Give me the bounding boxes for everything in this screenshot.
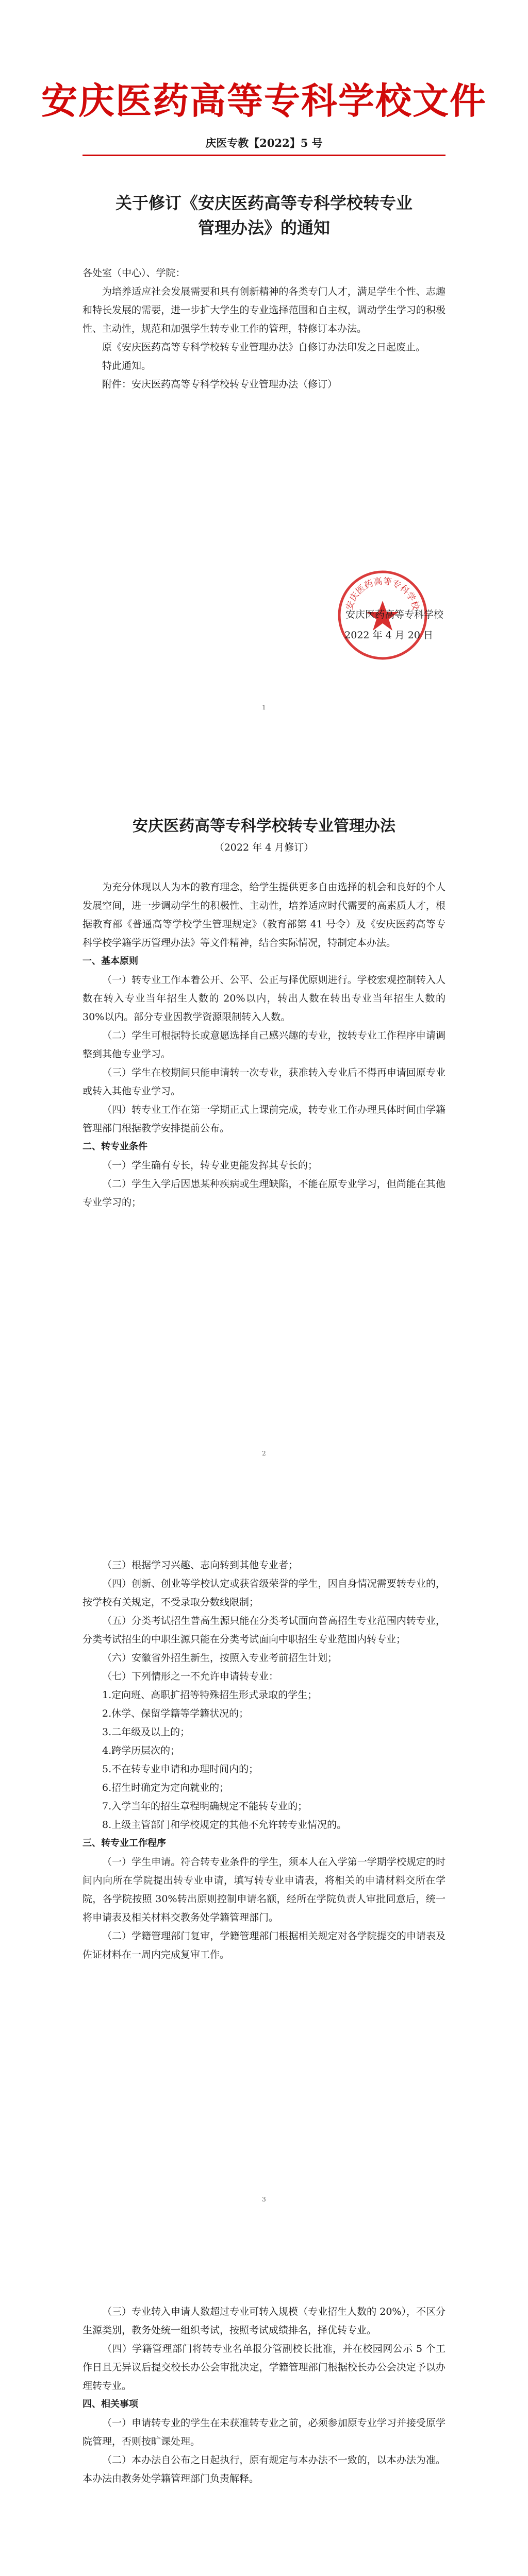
rule-item: （二）学生可根据特长或意愿选择自己感兴趣的专业，按转专业工作程序申请调整到其他专业学习。 bbox=[82, 1030, 446, 1060]
exclusion-item: 4.跨学历层次的； bbox=[102, 1745, 180, 1756]
signer-org: 安庆医药高等专科学校 bbox=[345, 609, 443, 620]
rule-item: （一）申请转专业的学生在未获准转专业之前，必须参加原专业学习并接受原学院管理，否则按旷课处理。 bbox=[82, 2417, 446, 2447]
notice-paragraph: 为培养适应社会发展需要和具有创新精神的各类专门人才，满足学生个性、志趣和特长发展的需要，进一步扩大学生的专业选择范围和自主权，调动学生学习的积极性、主动性，规范和加强学生转专业工作的管理，特修订本办法。 bbox=[82, 286, 446, 334]
seal-text: 安庆医药高等专科学校 bbox=[344, 576, 421, 612]
red-divider bbox=[82, 155, 446, 156]
rules-intro: 为充分体现以人为本的教育理念，给学生提供更多自由选择的机会和良好的个人发展空间，进一步调动学生的积极性、主动性，培养适应时代需要的高素质人才，根据教育部《普通高等学校学生管理规定》（教育部第 41 号令）及《安庆医药高等专科学校学籍学历管理办法》等文件精神，结合实际情况，特制定本办法。 bbox=[82, 882, 446, 948]
exclusion-item: 8.上级主管部门和学校规定的其他不允许转专业情况的。 bbox=[102, 1819, 347, 1831]
page-number: 1 bbox=[262, 704, 266, 711]
notice-body bbox=[82, 264, 446, 394]
rule-item: （三）专业转入申请人数超过专业可转入规模（专业招生人数的 20%），不区分生源类别，教务处统一组织考试，按照考试成绩排名，择优转专业。 bbox=[82, 2306, 446, 2336]
rule-item: （二）学籍管理部门复审，学籍管理部门根据相关规定对各学院提交的申请表及佐证材料在一周内完成复审工作。 bbox=[82, 1930, 446, 1960]
rule-item: （四）转专业工作在第一学期正式上课前完成，转专业工作办理具体时间由学籍管理部门根据教学安排提前公布。 bbox=[82, 1104, 446, 1134]
section-heading: 三、转专业工作程序 bbox=[82, 1838, 166, 1849]
rules-body bbox=[82, 878, 446, 1212]
page-number: 3 bbox=[262, 2196, 266, 2203]
rule-item: （一）学生申请。符合转专业条件的学生，须本人在入学第一学期学校规定的时间内向所在学院提出转专业申请，填写转专业申请表，将相关的申请材料交所在学院，各学院按照 30%转出原则控制申请名额，经所在学院负责人审批同意后，统一将申请表及相关材料交教务处学籍管理部门。 bbox=[82, 1856, 446, 1923]
rule-item: （二）本办法自公布之日起执行，原有规定与本办法不一致的，以本办法为准。本办法由教务处学籍管理部门负责解释。 bbox=[82, 2454, 446, 2484]
notice-paragraph: 特此通知。 bbox=[102, 360, 152, 371]
rules-body bbox=[82, 2302, 446, 2488]
rules-subtitle: （2022 年 4 月修订） bbox=[214, 842, 314, 853]
rules-page-1 bbox=[0, 746, 528, 1492]
rule-item: （一）转专业工作本着公开、公平、公正与择优原则进行。学校宏观控制转入人数在转入专业当年招生人数的 20%以内，转出人数在转出专业当年招生人数的 30%以内。部分专业因教学资源限制转入人数。 bbox=[82, 974, 446, 1023]
exclusion-item: 5.不在转专业申请和办理时间内的； bbox=[102, 1764, 259, 1775]
notice-paragraph: 原《安庆医药高等专科学校转专业管理办法》自修订办法印发之日起废止。 bbox=[102, 342, 426, 353]
rules-title: 安庆医药高等专科学校转专业管理办法 bbox=[133, 817, 395, 835]
exclusion-item: 7.入学当年的招生章程明确规定不能转专业的； bbox=[102, 1801, 308, 1812]
rules-page-3 bbox=[0, 2239, 528, 2576]
notice-title: 关于修订《安庆医药高等专科学校转专业管理办法》的通知 bbox=[115, 193, 412, 238]
rule-item: （一）学生确有专长，转专业更能发挥其专长的； bbox=[102, 1160, 318, 1171]
rule-item: （四）学籍管理部门将转专业名单报分管副校长批准，并在校园网公示 5 个工作日且无异议后提交校长办公会审批决定，学籍管理部门根据校长办公会决定予以办理转专业。 bbox=[82, 2343, 446, 2392]
rules-body bbox=[82, 1556, 446, 1964]
exclusion-item: 2.休学、保留学籍等学籍状况的； bbox=[102, 1708, 249, 1719]
exclusion-item: 3.二年级及以上的； bbox=[102, 1726, 190, 1738]
section-heading: 二、转专业条件 bbox=[82, 1141, 147, 1152]
section-heading: 四、相关事项 bbox=[82, 2399, 138, 2410]
attachment-line: 附件：安庆医药高等专科学校转专业管理办法（修订） bbox=[102, 379, 338, 390]
rule-item: （五）分类考试招生普高生源只能在分类考试面向普高招生专业范围内转专业，分类考试招生的中职生源只能在分类考试面向中职招生专业范围内转专业； bbox=[82, 1615, 446, 1645]
rules-page-2 bbox=[0, 1492, 528, 2239]
sign-date: 2022 年 4 月 20 日 bbox=[344, 630, 433, 641]
salutation: 各处室（中心）、学院： bbox=[82, 267, 186, 279]
exclusion-item: 1.定向班、高职扩招等特殊招生形式录取的学生； bbox=[102, 1689, 318, 1701]
rule-item: （二）学生入学后因患某种疾病或生理缺陷，不能在原专业学习，但尚能在其他专业学习的； bbox=[82, 1178, 446, 1208]
rule-item: （四）创新、创业等学校认定或获省级荣誉的学生，因自身情况需要转专业的，按学校有关规定，不受录取分数线限制； bbox=[82, 1578, 446, 1608]
section-heading: 一、基本原则 bbox=[82, 956, 138, 967]
rule-item: （三）学生在校期间只能申请转一次专业，获准转入专业后不得再申请回原专业或转入其他专业学习。 bbox=[82, 1067, 446, 1097]
page-number: 2 bbox=[262, 1450, 266, 1457]
org-red-header: 安庆医药高等专科学校文件 bbox=[41, 80, 487, 122]
rule-item: （七）下列情形之一不允许申请转专业： bbox=[102, 1671, 279, 1682]
notice-page bbox=[0, 0, 528, 746]
exclusion-item: 6.招生时确定为定向就业的； bbox=[102, 1782, 229, 1793]
doc-number: 庆医专教【2022】5 号 bbox=[205, 137, 323, 149]
rule-item: （三）根据学习兴趣、志向转到其他专业者； bbox=[102, 1560, 299, 1571]
rule-item: （六）安徽省外招生新生，按照入专业考前招生计划； bbox=[102, 1652, 338, 1664]
